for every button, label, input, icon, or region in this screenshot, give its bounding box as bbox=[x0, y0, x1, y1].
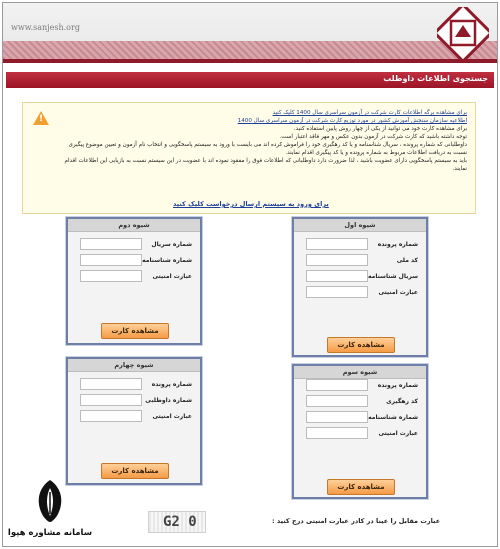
field-label: شماره داوطلبی bbox=[145, 397, 192, 404]
method-3-panel bbox=[292, 364, 428, 499]
notice-item: برای مشاهده کارت خود می توانید از یکی از چهار روش پایین استفاده کنید. bbox=[293, 126, 467, 132]
method-3-row-tracking-code bbox=[294, 395, 426, 409]
captcha-instruction: عبارت مقابل را عینا در کادر عبارت امنیتی درج کنید : bbox=[272, 517, 441, 525]
captcha-text: G2 0 bbox=[163, 514, 197, 530]
notice-list bbox=[57, 109, 467, 173]
field-label: عبارت امنیتی bbox=[378, 430, 418, 437]
method-1-row-national-code bbox=[294, 254, 426, 268]
method-2-row-serial bbox=[68, 238, 200, 252]
method-2-row-security bbox=[68, 270, 200, 284]
file-number-input[interactable] bbox=[306, 379, 368, 391]
notice-item: باید به سیستم پاسخگویی دارای عضویت باشید ، لذا ضرورت دارد داوطلبانی که اطلاعات فوق را مفقود نموده اند با عضویت در این سیستم نسبت به بازیابی این اطلاعات اقدام نمایند. bbox=[64, 158, 467, 172]
method-3-row-file-number bbox=[294, 379, 426, 393]
field-label: سریال شناسنامه bbox=[368, 273, 418, 280]
register-request-link[interactable]: برای ورود به سیستم ارسال درخواست کلیک کنید bbox=[173, 200, 329, 208]
field-label: شماره سریال bbox=[151, 241, 192, 248]
method-4-panel bbox=[66, 357, 202, 485]
field-label: عبارت امنیتی bbox=[152, 273, 192, 280]
security-code-input[interactable] bbox=[306, 286, 368, 298]
notice-link-card-info[interactable]: برای مشاهده برگه اطلاعات کارت شرکت در آزمون سراسری سال 1400 کلیک کنید bbox=[272, 110, 467, 116]
field-label: کد رهگیری bbox=[386, 398, 418, 405]
file-number-input[interactable] bbox=[306, 238, 368, 250]
method-2-panel bbox=[66, 217, 202, 345]
method-1-header bbox=[294, 219, 426, 232]
site-url: www.sanjesh.org bbox=[11, 23, 80, 32]
method-4-header bbox=[68, 359, 200, 372]
candidate-number-input[interactable] bbox=[80, 394, 142, 406]
national-code-input[interactable] bbox=[306, 254, 368, 266]
security-code-input[interactable] bbox=[80, 410, 142, 422]
view-card-button[interactable]: مشاهده کارت bbox=[101, 323, 169, 339]
serial-number-input[interactable] bbox=[80, 238, 142, 250]
id-number-input[interactable] bbox=[80, 254, 142, 266]
title-bar bbox=[6, 72, 494, 88]
method-3-row-id-number bbox=[294, 411, 426, 425]
field-label: شماره پرونده bbox=[377, 241, 418, 248]
field-label: شماره پرونده bbox=[377, 382, 418, 389]
page-title: جستجوی اطلاعات داوطلب bbox=[383, 74, 488, 83]
method-3-title: شیوه سوم bbox=[342, 368, 378, 376]
method-4-row-candidate-number bbox=[68, 394, 200, 408]
id-serial-input[interactable] bbox=[306, 270, 368, 282]
notice-box bbox=[22, 102, 476, 214]
field-label: عبارت امنیتی bbox=[378, 289, 418, 296]
method-2-header bbox=[68, 219, 200, 232]
method-3-row-security bbox=[294, 427, 426, 441]
method-1-row-file-number bbox=[294, 238, 426, 252]
sanjesh-emblem-icon bbox=[437, 7, 489, 59]
view-card-button[interactable]: مشاهده کارت bbox=[327, 337, 395, 353]
notice-item: توجه داشته باشید که کارت شرکت در آزمون بدون عکس و مهر فاقد اعتبار است. bbox=[279, 134, 467, 140]
method-4-title: شیوه چهارم bbox=[114, 361, 154, 369]
warning-icon-mark: ! bbox=[38, 114, 44, 124]
field-label: شماره شناسنامه bbox=[368, 414, 418, 421]
header-red-bar bbox=[3, 59, 497, 63]
field-label: شماره پرونده bbox=[151, 381, 192, 388]
quill-logo-icon bbox=[30, 478, 70, 524]
notice-item: داوطلبانی که شماره پرونده ، سریال شناسنامه و یا کد رهگیری خود را فراموش کرده اند می بایست با ورود به سیستم پاسخگویی و انتخاب نام آزمون و تعیین موضوع پیگیری نسبت به دریافت اطلاعات مربوط به شماره پرونده و یا کد پیگیری اقدام نمایند. bbox=[68, 142, 467, 156]
brand-watermark bbox=[4, 478, 96, 546]
field-label: کد ملی bbox=[396, 257, 418, 264]
method-4-row-security bbox=[68, 410, 200, 424]
security-code-input[interactable] bbox=[306, 427, 368, 439]
method-2-title: شیوه دوم bbox=[118, 221, 150, 229]
method-1-row-security bbox=[294, 286, 426, 300]
site-header bbox=[3, 3, 497, 63]
id-number-input[interactable] bbox=[306, 411, 368, 423]
method-2-row-id-number bbox=[68, 254, 200, 268]
view-card-button[interactable]: مشاهده کارت bbox=[327, 479, 395, 495]
file-number-input[interactable] bbox=[80, 378, 142, 390]
header-pattern bbox=[3, 41, 497, 59]
notice-link-announcement[interactable]: اطلاعیه سازمان سنجش آموزش کشور در مورد توزیع کارت شرکت در آزمون سراسری سال 1400 bbox=[237, 118, 467, 124]
method-3-header bbox=[294, 366, 426, 379]
tracking-code-input[interactable] bbox=[306, 395, 368, 407]
view-card-button[interactable]: مشاهده کارت bbox=[101, 463, 169, 479]
method-1-title: شیوه اول bbox=[344, 221, 376, 229]
brand-name: سامانه مشاوره هپوا bbox=[7, 528, 93, 538]
captcha-image bbox=[148, 511, 206, 533]
method-1-row-id-serial bbox=[294, 270, 426, 284]
method-1-panel bbox=[292, 217, 428, 357]
field-label: عبارت امنیتی bbox=[152, 413, 192, 420]
security-code-input[interactable] bbox=[80, 270, 142, 282]
method-4-row-file-number bbox=[68, 378, 200, 392]
field-label: شماره شناسنامه bbox=[142, 257, 192, 264]
